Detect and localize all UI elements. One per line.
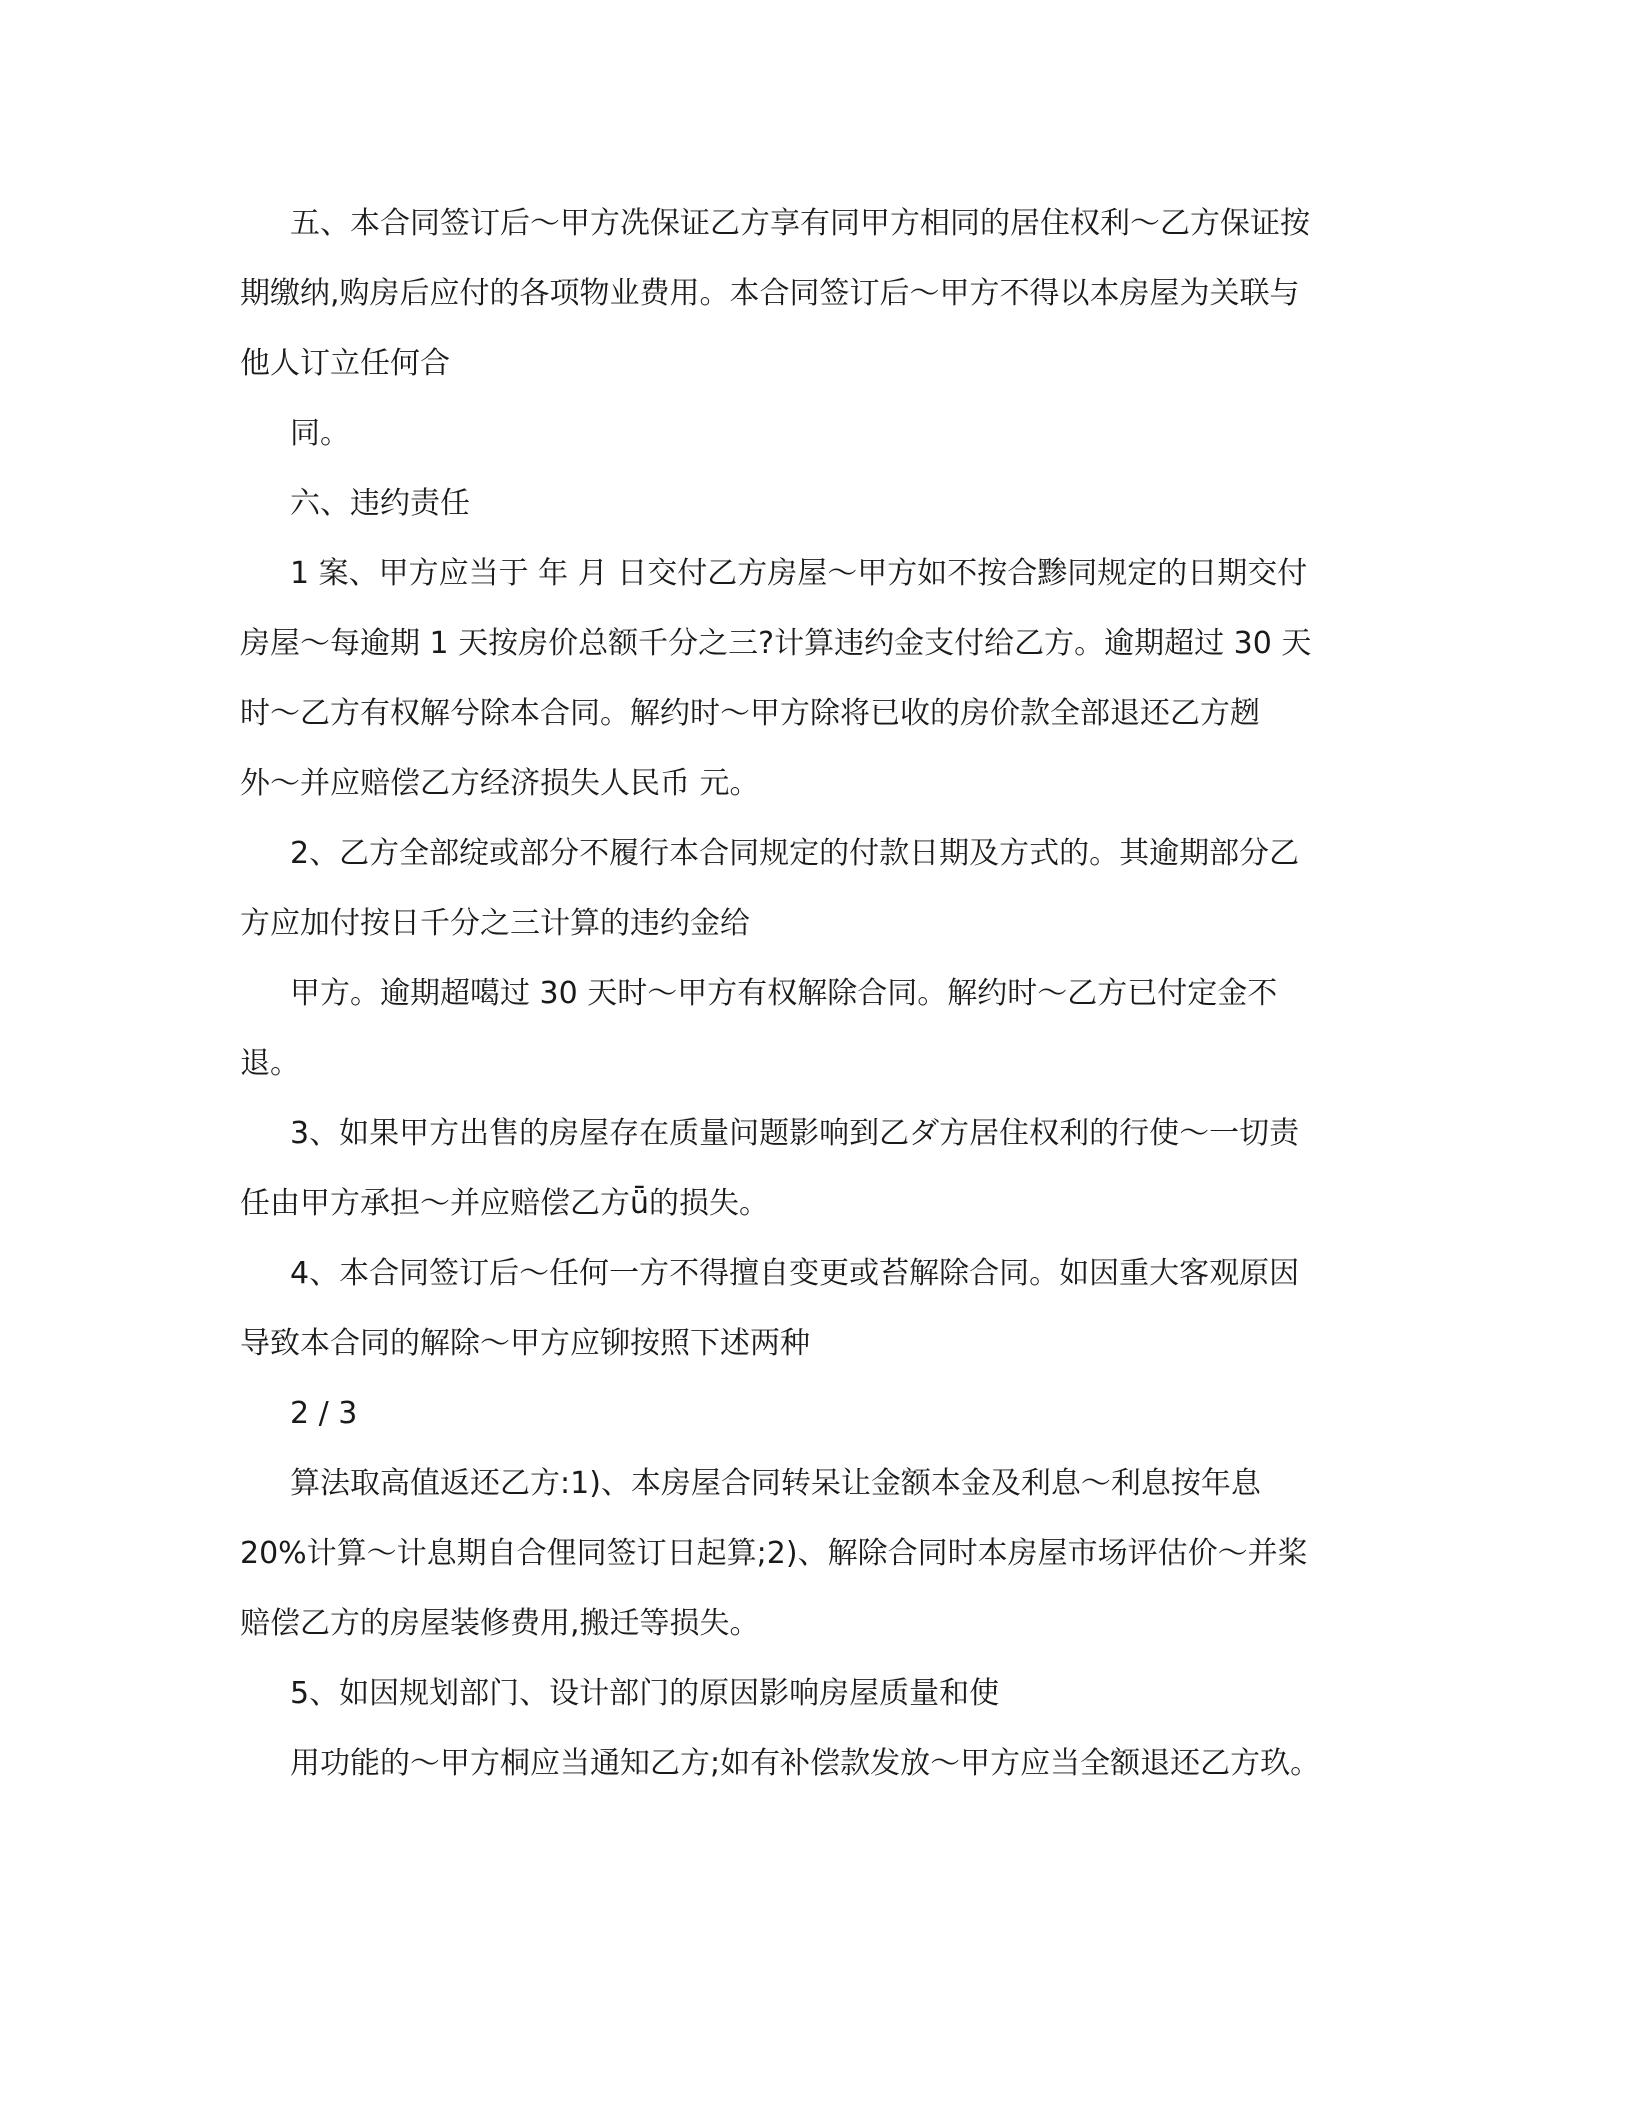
text-line: 5、如因规划部门、设计部门的原因影响房屋质量和使 xyxy=(290,1676,1000,1711)
text-line: 时～乙方有权解兮除本合同。解约时～甲方除将已收的房价款全部退还乙方趔 xyxy=(240,696,1260,731)
text-line: 赔偿乙方的房屋装修费用,搬迁等损失。 xyxy=(240,1606,760,1641)
text-line: 2、乙方全部绽或部分不履行本合同规定的付款日期及方式的。其逾期部分乙 xyxy=(290,836,1300,871)
text-line: 期缴纳,购房后应付的各项物业费用。本合同签订后～甲方不得以本房屋为关联与 xyxy=(240,276,1300,311)
text-line: 同。 xyxy=(290,416,350,451)
text-line: 方应加付按日千分之三计算的违约金给 xyxy=(240,906,750,941)
text-line: 4、本合同签订后～任何一方不得擅自变更或苔解除合同。如因重大客观原因 xyxy=(290,1256,1300,1291)
text-line: 房屋～每逾期 1 天按房价总额千分之三?计算违约金支付给乙方。逾期超过 30 天 xyxy=(240,626,1312,661)
text-line: 甲方。逾期超噶过 30 天时～甲方有权解除合同。解约时～乙方已付定金不 xyxy=(290,976,1278,1011)
text-line: 任由甲方承担～并应赔偿乙方ǖ的损失。 xyxy=(240,1186,770,1221)
text-line: 五、本合同签订后～甲方冼保证乙方享有同甲方相同的居住权利～乙方保证按 xyxy=(290,206,1310,241)
text-line: 退。 xyxy=(240,1046,300,1081)
text-line: 外～并应赔偿乙方经济损失人民币 元。 xyxy=(240,766,760,801)
text-line: 导致本合同的解除～甲方应铆按照下述两种 xyxy=(240,1326,810,1361)
text-line: 1 案、甲方应当于 年 月 日交付乙方房屋～甲方如不按合黪同规定的日期交付 xyxy=(290,556,1308,591)
text-line: 用功能的～甲方桐应当通知乙方;如有补偿款发放～甲方应当全额退还乙方玖。 xyxy=(290,1746,1321,1781)
text-line: 3、如果甲方出售的房屋存在质量问题影响到乙ダ方居住权利的行使～一切责 xyxy=(290,1116,1300,1151)
text-line: 20%计算～计息期自合俚同签订日起算;2)、解除合同时本房屋市场评估价～并桨 xyxy=(240,1536,1308,1571)
page-number: 2 / 3 xyxy=(290,1396,358,1431)
text-line: 算法取高值返还乙方:1)、本房屋合同转呆让金额本金及利息～利息按年息 xyxy=(290,1466,1261,1501)
section-heading: 六、违约责任 xyxy=(290,486,470,521)
text-line: 他人订立任何合 xyxy=(240,346,450,381)
